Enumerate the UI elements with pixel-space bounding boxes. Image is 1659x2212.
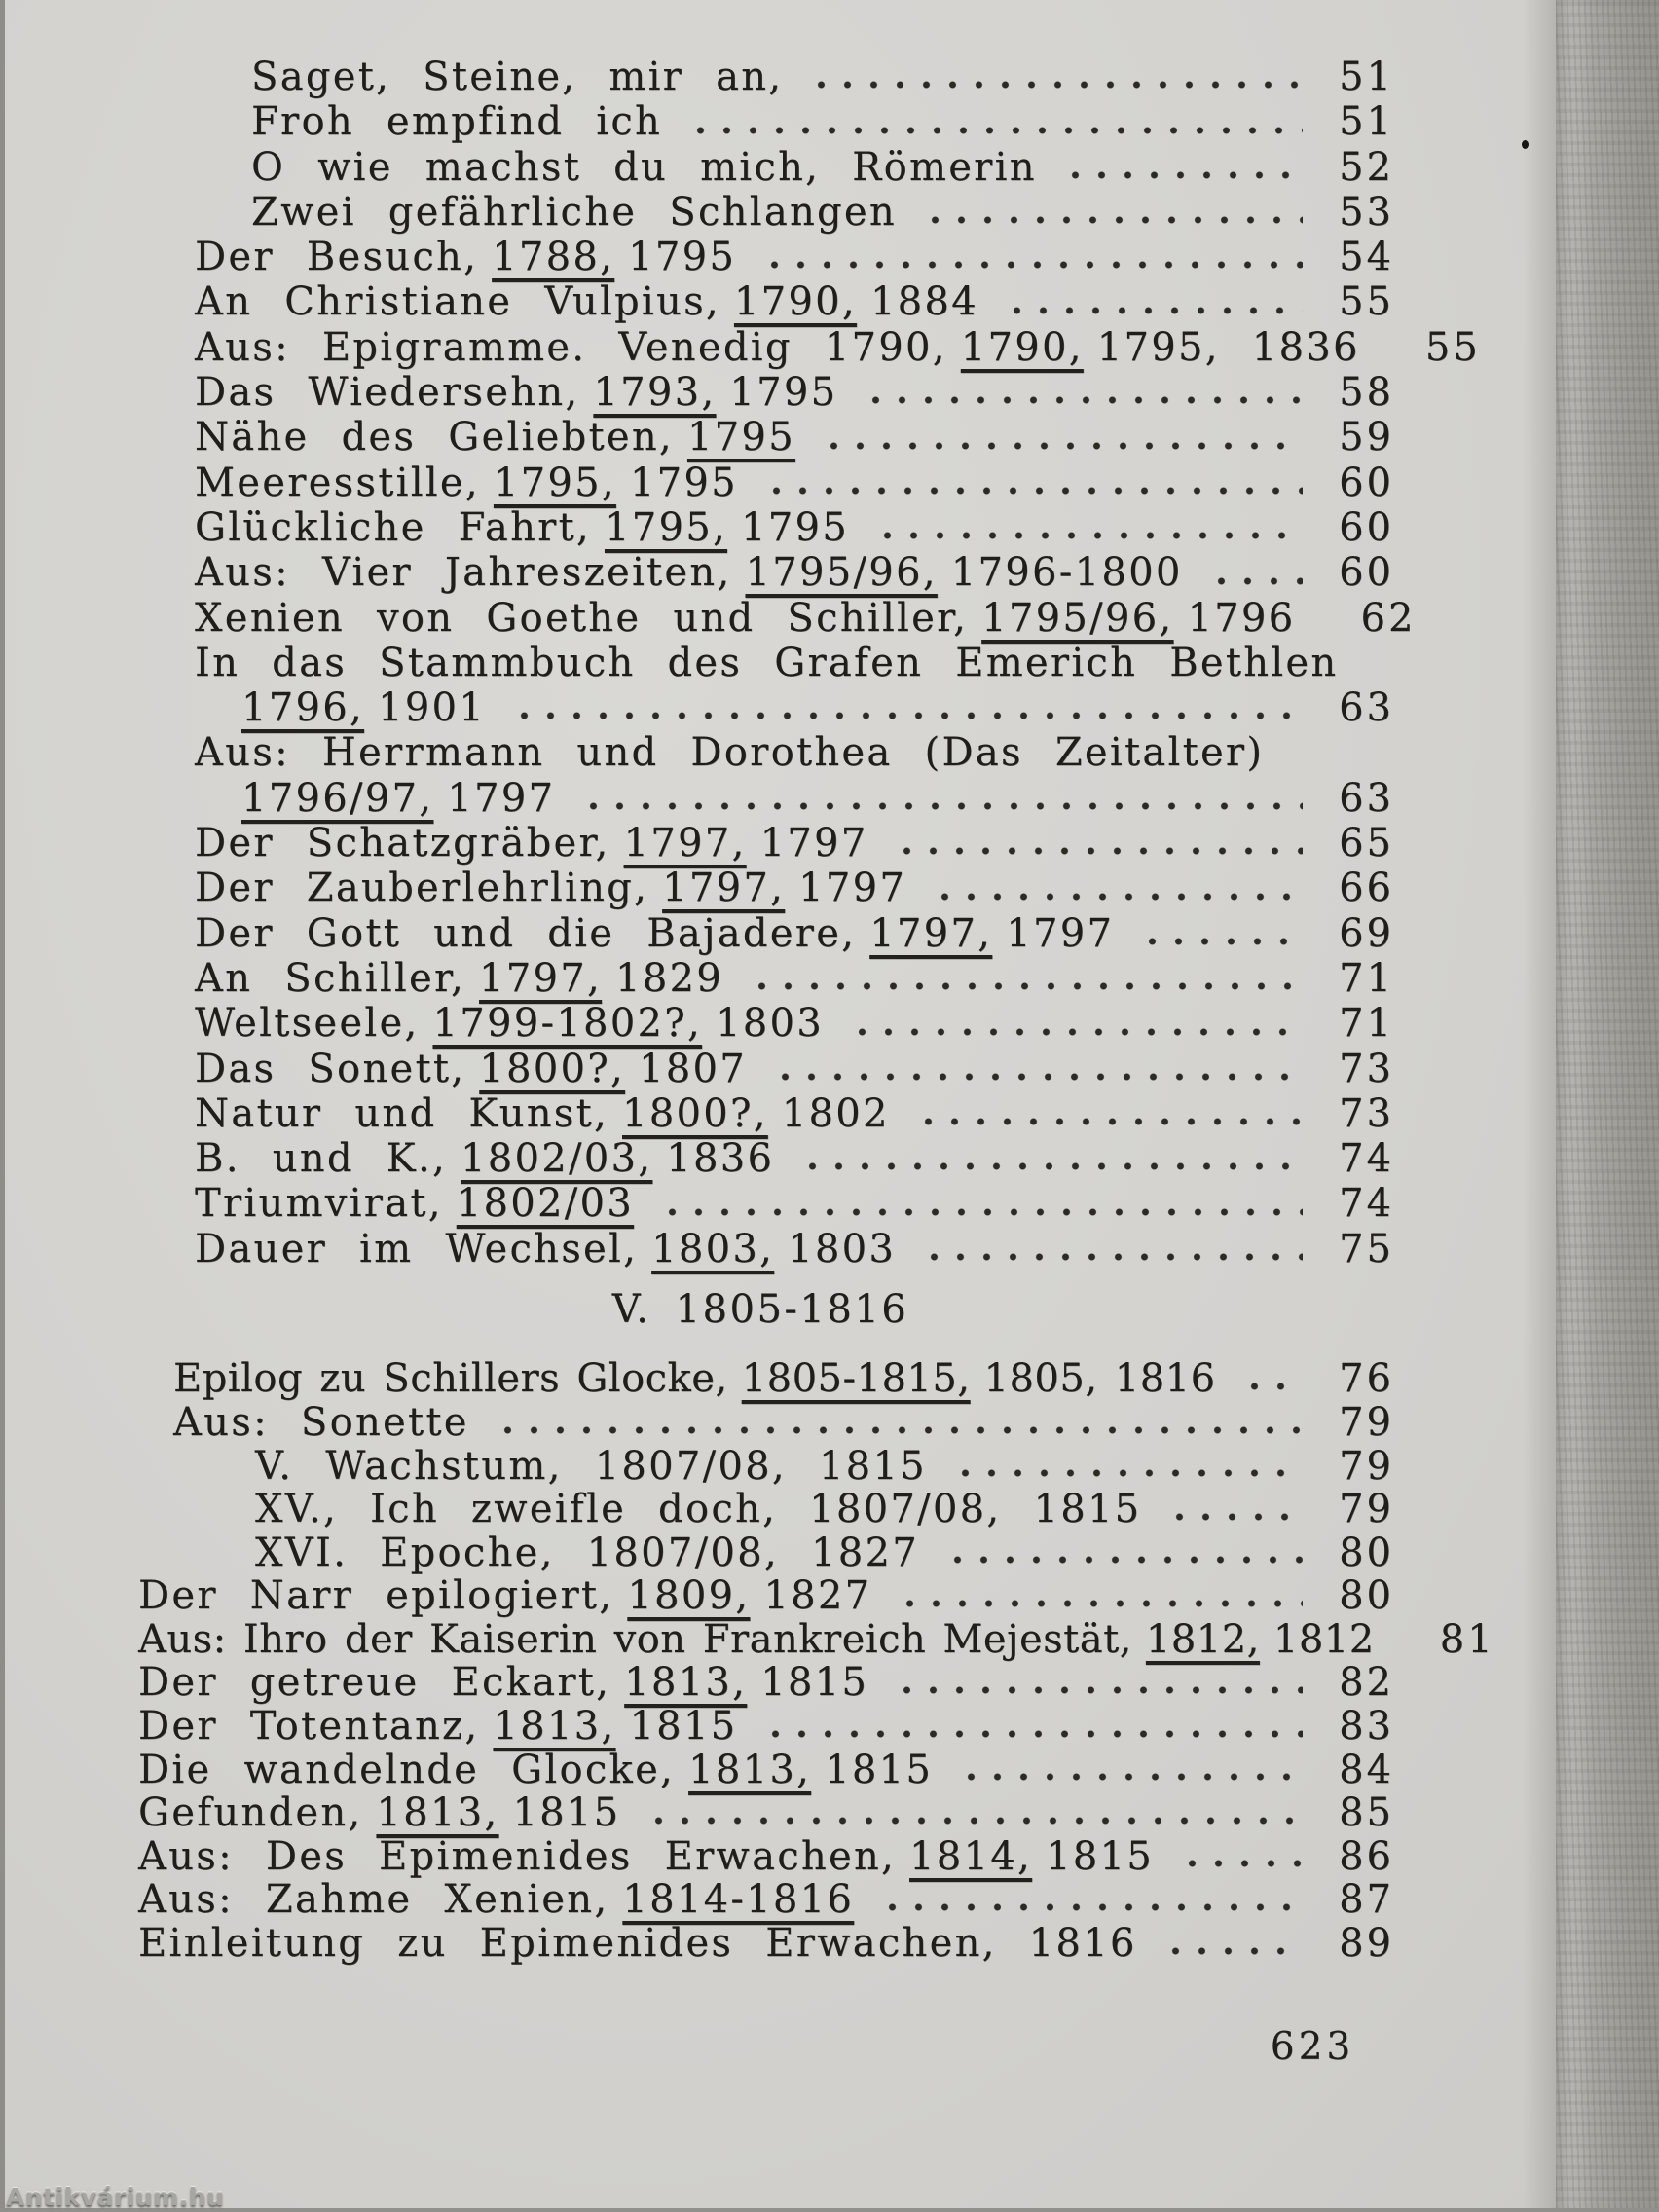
entry-text-before: O wie machst du mich, Römerin bbox=[251, 144, 1037, 190]
entry-text-before: Natur und Kunst, bbox=[195, 1090, 609, 1136]
dot-leader bbox=[892, 1684, 1303, 1696]
toc-entry bbox=[195, 821, 1558, 866]
toc-entry bbox=[195, 325, 1558, 370]
entry-text-after: 1795 bbox=[729, 370, 838, 416]
dot-leader bbox=[770, 1071, 1303, 1083]
entry-date-underlined: 1814, bbox=[909, 1833, 1033, 1879]
entry-page-number: 80 bbox=[1339, 1530, 1394, 1575]
entry-date-underlined: 1790, bbox=[960, 324, 1084, 370]
entry-text-after: 1901 bbox=[378, 685, 487, 731]
dot-leader bbox=[578, 800, 1303, 812]
dot-leader bbox=[920, 214, 1303, 226]
entry-date-underlined: 1797, bbox=[869, 910, 993, 956]
dot-leader bbox=[1383, 350, 1389, 361]
entry-date-underlined: 1800?, bbox=[479, 1046, 626, 1091]
entry-date-underlined: 1813, bbox=[493, 1704, 616, 1750]
entry-text-before: Die wandelnde Glocke, bbox=[138, 1747, 676, 1792]
entry-page-number: 86 bbox=[1339, 1833, 1394, 1879]
entry-page-number: 69 bbox=[1339, 910, 1394, 956]
dot-leader bbox=[895, 1598, 1303, 1609]
watermark: Antikvárium.hu bbox=[6, 2183, 225, 2211]
dot-leader bbox=[747, 980, 1303, 992]
dot-leader bbox=[759, 259, 1303, 271]
toc-entry bbox=[173, 1401, 1558, 1445]
entry-page-number: 54 bbox=[1339, 235, 1394, 280]
entry-date-underlined: 1813, bbox=[624, 1660, 748, 1706]
entry-text-after: 1803 bbox=[716, 1001, 825, 1047]
dot-leader bbox=[872, 530, 1303, 541]
dot-leader bbox=[760, 1728, 1303, 1740]
dot-leader bbox=[657, 1206, 1303, 1218]
entry-page-number: 76 bbox=[1339, 1356, 1394, 1402]
entry-page-number: 73 bbox=[1339, 1046, 1394, 1091]
entry-text-before: Der getreue Eckart, bbox=[138, 1660, 611, 1706]
entry-text-before: Der Zauberlehrling, bbox=[195, 866, 649, 911]
entry-text-after: 1829 bbox=[615, 955, 724, 1001]
entry-date-underlined: 1814-1816 bbox=[622, 1877, 855, 1923]
toc-list-bottom bbox=[0, 1357, 1558, 1965]
entry-page-number: 74 bbox=[1339, 1136, 1394, 1182]
entry-date-underlined: 1796, bbox=[241, 685, 365, 731]
entry-page-number: 80 bbox=[1339, 1573, 1394, 1619]
entry-page-number: 79 bbox=[1339, 1443, 1394, 1489]
entry-text-after: 1807 bbox=[639, 1046, 748, 1091]
entry-date-underlined: 1803, bbox=[651, 1226, 775, 1272]
toc-entry bbox=[195, 596, 1558, 641]
entry-text-before: Triumvirat, bbox=[195, 1181, 443, 1227]
entry-page-number: 58 bbox=[1339, 370, 1394, 416]
entry-text-after: 1795 bbox=[628, 235, 737, 280]
entry-page-number: 82 bbox=[1339, 1660, 1394, 1706]
dot-leader bbox=[861, 394, 1303, 406]
dot-leader bbox=[1137, 936, 1303, 947]
entry-date-underlined: 1795, bbox=[493, 460, 616, 505]
dot-leader bbox=[913, 1116, 1303, 1127]
entry-text-before: XVI. Epoche, 1807/08, 1827 bbox=[255, 1530, 919, 1575]
entry-date-underlined: 1802/03 bbox=[456, 1181, 635, 1227]
entry-text-before: Aus: Epigramme. Venedig 1790, bbox=[195, 324, 947, 370]
entry-page-number: 84 bbox=[1339, 1747, 1394, 1792]
entry-text-after: 1827 bbox=[763, 1573, 872, 1619]
dot-leader bbox=[1164, 1511, 1303, 1523]
dot-leader bbox=[930, 891, 1303, 903]
dot-leader bbox=[1177, 1858, 1303, 1869]
toc-entry bbox=[195, 730, 1558, 775]
toc-entry bbox=[195, 1136, 1558, 1181]
toc-entry bbox=[251, 190, 1558, 235]
dot-leader bbox=[1206, 575, 1303, 587]
entry-page-number: 51 bbox=[1339, 55, 1394, 99]
entry-text-before: Der Totentanz, bbox=[138, 1704, 480, 1750]
entry-page-number: 81 bbox=[1439, 1616, 1495, 1662]
toc-entry bbox=[138, 1705, 1558, 1749]
entry-text-before: Aus: Zahme Xenien, bbox=[138, 1877, 609, 1923]
entry-text-after: 1884 bbox=[869, 279, 978, 325]
entry-page-number: 83 bbox=[1339, 1704, 1394, 1750]
entry-page-number: 52 bbox=[1339, 144, 1394, 190]
toc-entry bbox=[255, 1488, 1558, 1531]
toc-entry bbox=[195, 1047, 1558, 1091]
toc-entry bbox=[251, 55, 1558, 99]
entry-date-underlined: 1802/03, bbox=[460, 1136, 653, 1182]
entry-page-number: 65 bbox=[1339, 821, 1394, 866]
entry-text-after: 1803 bbox=[788, 1226, 897, 1272]
dot-leader bbox=[493, 1424, 1303, 1436]
bottom-edge-line bbox=[0, 2208, 1659, 2212]
entry-text-after: 1836 bbox=[666, 1136, 775, 1182]
entry-date-underlined: 1805-1815, bbox=[741, 1356, 971, 1402]
section-header: V. 1805-1816 bbox=[611, 1287, 909, 1333]
entry-page-number: 87 bbox=[1339, 1877, 1394, 1923]
dot-leader bbox=[761, 485, 1303, 497]
entry-date-underlined: 1797, bbox=[623, 821, 747, 866]
toc-entry bbox=[195, 370, 1558, 415]
entry-date-underlined: 1795, bbox=[604, 504, 727, 550]
toc-entry bbox=[138, 1749, 1558, 1792]
entry-date-underlined: 1797, bbox=[479, 955, 603, 1001]
entry-text-after: 1796 bbox=[1187, 595, 1296, 641]
entry-text-before: Epilog zu Schillers Glocke, bbox=[173, 1356, 728, 1402]
entry-page-number: 75 bbox=[1339, 1226, 1394, 1272]
entry-date-underlined: 1795/96, bbox=[745, 550, 938, 596]
dot-leader bbox=[892, 845, 1303, 857]
entry-text-before: Xenien von Goethe und Schiller, bbox=[195, 595, 969, 641]
dot-leader bbox=[1002, 305, 1303, 316]
entry-text-before: Aus: Des Epimenides Erwachen, bbox=[138, 1833, 897, 1879]
toc-entry bbox=[138, 1878, 1558, 1922]
entry-page-number: 63 bbox=[1339, 775, 1394, 821]
entry-date-underlined: 1799-1802?, bbox=[432, 1001, 703, 1047]
footer-page-number: 623 bbox=[1270, 2025, 1355, 2069]
entry-date-underlined: 1788, bbox=[492, 235, 615, 280]
toc-entry bbox=[195, 641, 1558, 685]
entry-page-number: 85 bbox=[1339, 1790, 1394, 1836]
toc-entry bbox=[195, 415, 1558, 460]
toc-entry bbox=[138, 1791, 1558, 1835]
page-edge-shadow bbox=[1523, 0, 1556, 2212]
paper-speck bbox=[1522, 140, 1529, 149]
entry-text-before: In das Stammbuch des Grafen Emerich Bethlen bbox=[195, 640, 1339, 685]
entry-text-before: Meeresstille, bbox=[195, 460, 480, 505]
toc-entry bbox=[138, 1835, 1558, 1879]
entry-page-number: 71 bbox=[1339, 1001, 1394, 1047]
entry-text-before: Zwei gefährliche Schlangen bbox=[251, 189, 897, 235]
toc-entry bbox=[195, 1001, 1558, 1046]
dot-leader bbox=[819, 440, 1303, 452]
entry-page-number: 79 bbox=[1339, 1487, 1394, 1532]
entry-date-underlined: 1813, bbox=[376, 1790, 499, 1836]
entry-text-before: B. und K., bbox=[195, 1136, 447, 1182]
toc-entry bbox=[195, 1227, 1558, 1272]
book-edge-band bbox=[1556, 0, 1659, 2212]
entry-text-before: Gefunden, bbox=[138, 1790, 363, 1836]
entry-text-before: Nähe des Geliebten, bbox=[195, 415, 674, 461]
entry-page-number: 79 bbox=[1339, 1399, 1394, 1445]
dot-leader bbox=[1239, 1381, 1303, 1392]
dot-leader bbox=[1318, 620, 1324, 632]
dot-leader bbox=[685, 125, 1303, 136]
toc-entry bbox=[241, 685, 1558, 730]
entry-text-before: Einleitung zu Epimenides Erwachen, 1816 bbox=[138, 1921, 1137, 1967]
toc-entry bbox=[251, 145, 1558, 190]
dot-leader bbox=[1060, 169, 1303, 181]
dot-leader bbox=[797, 1161, 1303, 1172]
dot-leader bbox=[950, 1467, 1303, 1479]
entry-text-before: An Schiller, bbox=[195, 955, 466, 1001]
entry-text-before: Das Wiedersehn, bbox=[195, 370, 580, 416]
entry-date-underlined: 1813, bbox=[688, 1747, 812, 1792]
toc-entry bbox=[195, 235, 1558, 279]
entry-text-after: 1797 bbox=[798, 866, 907, 911]
toc-list-top bbox=[0, 55, 1558, 1272]
toc-entry bbox=[195, 911, 1558, 956]
entry-text-before: Der Gott und die Bajadere, bbox=[195, 910, 857, 956]
entry-text-after: 1815 bbox=[825, 1747, 934, 1792]
dot-leader bbox=[942, 1554, 1303, 1566]
entry-date-underlined: 1795 bbox=[686, 415, 795, 461]
dot-leader bbox=[1161, 1945, 1303, 1957]
dot-leader bbox=[509, 710, 1303, 721]
entry-date-underlined: 1809, bbox=[627, 1573, 751, 1619]
entry-text-after: 1812 bbox=[1272, 1616, 1375, 1662]
entry-date-underlined: 1800?, bbox=[622, 1090, 768, 1136]
entry-page-number: 60 bbox=[1339, 504, 1394, 550]
entry-page-number: 60 bbox=[1339, 460, 1394, 505]
entry-text-before: Glückliche Fahrt, bbox=[195, 504, 591, 550]
entry-text-after: 1815 bbox=[760, 1660, 869, 1706]
entry-date-underlined: 1797, bbox=[662, 866, 786, 911]
toc-entry bbox=[195, 550, 1558, 595]
entry-date-underlined: 1793, bbox=[593, 370, 717, 416]
entry-text-before: Der Schatzgräber, bbox=[195, 821, 610, 866]
toc-entry bbox=[195, 461, 1558, 505]
entry-text-before: Froh empfind ich bbox=[251, 99, 663, 145]
toc-entry bbox=[195, 866, 1558, 910]
entry-date-underlined: 1796/97, bbox=[241, 775, 434, 821]
toc-entry bbox=[195, 1091, 1558, 1136]
entry-page-number: 66 bbox=[1339, 866, 1394, 911]
toc-entry bbox=[255, 1445, 1558, 1489]
dot-leader bbox=[877, 1901, 1303, 1913]
entry-text-after: 1795, 1836 bbox=[1096, 324, 1360, 370]
toc-entry bbox=[138, 1922, 1558, 1966]
entry-text-before: Weltseele, bbox=[195, 1001, 420, 1047]
toc-entry bbox=[241, 776, 1558, 821]
entry-text-after: 1797 bbox=[759, 821, 868, 866]
toc-entry bbox=[195, 956, 1558, 1001]
entry-page-number: 73 bbox=[1339, 1090, 1394, 1136]
entry-page-number: 53 bbox=[1339, 189, 1394, 235]
entry-text-before: Das Sonett, bbox=[195, 1046, 466, 1091]
entry-text-after: 1815 bbox=[512, 1790, 621, 1836]
entry-text-before: Aus: Sonette bbox=[173, 1399, 469, 1445]
entry-date-underlined: 1812, bbox=[1145, 1616, 1260, 1662]
entry-text-before: Aus: Ihro der Kaiserin von Frankreich Mejestät, bbox=[138, 1616, 1132, 1662]
entry-page-number: 63 bbox=[1339, 685, 1394, 731]
entry-text-before: Der Besuch, bbox=[195, 235, 479, 280]
entry-page-number: 71 bbox=[1339, 955, 1394, 1001]
entry-text-after: 1795 bbox=[629, 460, 738, 505]
entry-text-before: Aus: Herrmann und Dorothea (Das Zeitalter) bbox=[195, 730, 1265, 776]
toc-entry bbox=[251, 99, 1558, 144]
entry-page-number: 51 bbox=[1339, 99, 1394, 145]
dot-leader bbox=[1398, 1641, 1404, 1652]
toc-entry bbox=[195, 279, 1558, 324]
toc-entry bbox=[195, 1181, 1558, 1226]
entry-page-number: 74 bbox=[1339, 1181, 1394, 1227]
entry-text-before: Der Narr epilogiert, bbox=[138, 1573, 614, 1619]
dot-leader bbox=[956, 1771, 1303, 1783]
entry-page-number: 60 bbox=[1339, 550, 1394, 596]
entry-text-after: 1805, 1816 bbox=[983, 1356, 1216, 1402]
entry-date-underlined: 1795/96, bbox=[981, 595, 1174, 641]
toc-entry bbox=[255, 1531, 1558, 1575]
toc-entry bbox=[195, 505, 1558, 550]
entry-text-after: 1795 bbox=[740, 504, 849, 550]
left-edge-line bbox=[0, 0, 5, 2212]
entry-page-number: 55 bbox=[1339, 279, 1394, 325]
toc-entry bbox=[138, 1618, 1558, 1662]
entry-date-underlined: 1790, bbox=[733, 279, 857, 325]
entry-text-after: 1815 bbox=[629, 1704, 738, 1750]
entry-text-before: An Christiane Vulpius, bbox=[195, 279, 720, 325]
dot-leader bbox=[847, 1026, 1303, 1038]
entry-text-before: Saget, Steine, mir an, bbox=[251, 55, 784, 99]
toc-entry bbox=[173, 1357, 1558, 1401]
entry-text-before: Dauer im Wechsel, bbox=[195, 1226, 639, 1272]
entry-text-before: XV., Ich zweifle doch, 1807/08, 1815 bbox=[255, 1487, 1142, 1532]
entry-page-number: 89 bbox=[1339, 1921, 1394, 1967]
entry-page-number: 55 bbox=[1424, 324, 1481, 370]
dot-leader bbox=[806, 79, 1303, 91]
entry-page-number: 59 bbox=[1339, 415, 1394, 461]
entry-text-before: V. Wachstum, 1807/08, 1815 bbox=[255, 1443, 927, 1489]
entry-text-after: 1815 bbox=[1046, 1833, 1155, 1879]
toc-entry bbox=[138, 1574, 1558, 1618]
toc-entry bbox=[138, 1661, 1558, 1705]
entry-page-number: 62 bbox=[1360, 595, 1417, 641]
dot-leader bbox=[644, 1815, 1303, 1826]
dot-leader bbox=[919, 1251, 1303, 1263]
entry-text-after: 1797 bbox=[1006, 910, 1115, 956]
entry-text-before: Aus: Vier Jahreszeiten, bbox=[195, 550, 732, 596]
entry-text-after: 1797 bbox=[447, 775, 556, 821]
entry-text-after: 1802 bbox=[781, 1090, 890, 1136]
entry-text-after: 1796-1800 bbox=[950, 550, 1183, 596]
